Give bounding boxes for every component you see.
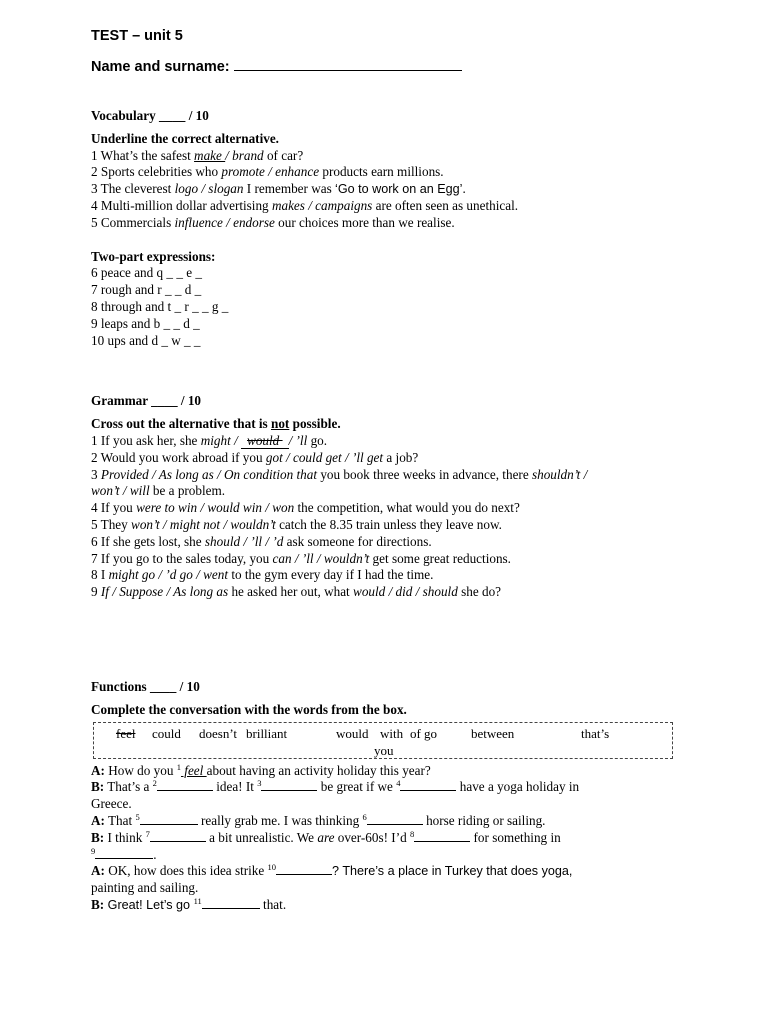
gap-6[interactable]: [367, 813, 423, 825]
name-field: [91, 56, 701, 77]
test-title: TEST – unit 5: [91, 28, 183, 44]
answer-make: make: [194, 147, 226, 163]
gap-8[interactable]: [414, 830, 470, 842]
dialogue-line-a3: A: OK, how does this idea strike $^{10}$ ? There’s a place in Turkey that does yoga,: [91, 862, 573, 879]
gap-7[interactable]: [150, 830, 206, 842]
gap-4[interactable]: [400, 779, 456, 791]
dialogue-line-b2-cont: $^9$ .: [91, 845, 157, 862]
dialogue-line-a1: A: How do you $^1$ feel about having an activity holiday this year?: [91, 761, 431, 778]
vocab-item-3: 3 The cleverest logo / slogan I remember was ‘Go to work on an Egg’.: [91, 181, 466, 197]
grammar-item-5: 5 They won’t / might not / wouldn’t catch the 8.35 train unless they leave now.: [91, 516, 502, 532]
dialogue-line-b3: B: Great! Let’s go $^{11}$ that.: [91, 895, 287, 912]
grammar-item-1: 1 If you ask her, she might / would / ’ll go.: [91, 432, 328, 448]
grammar-instruction: Cross out the alternative that is not possible.: [91, 416, 341, 432]
two-part-item: 9 leaps and b _ _ d _: [91, 315, 200, 331]
word-would: would: [336, 725, 369, 741]
vocabulary-heading: Vocabulary ____ / 10: [91, 108, 209, 123]
dialogue-line-a3-cont: painting and sailing.: [91, 880, 199, 896]
vocab-item-5: 5 Commercials influence / endorse our choices more than we realise.: [91, 214, 455, 230]
word-with: with: [380, 725, 404, 741]
two-part-item: 7 rough and r _ _ d _: [91, 282, 202, 298]
grammar-item-6: 6 If she gets lost, she should / ’ll / ’d ask someone for directions.: [91, 533, 432, 549]
word-box: [93, 722, 673, 759]
gap-5[interactable]: [140, 813, 198, 825]
functions-heading: Functions ____ / 10: [91, 678, 200, 694]
two-part-item: 8 through and t _ r _ _ g _: [91, 298, 229, 314]
name-blank[interactable]: [234, 56, 462, 71]
two-part-item: 10 ups and d _ w _ _: [91, 332, 201, 348]
dialogue-line-b1: B: That’s a $^2$ idea! It $^3$ be great if we $^4$ have a yoga holiday in: [91, 778, 580, 795]
two-part-heading: Two-part expressions:: [91, 248, 216, 264]
dialogue-line-b2: B: I think $^7$ a bit unrealistic. We are over-60s! I’d $^8$ for something in: [91, 828, 561, 845]
worksheet-page: [91, 22, 701, 914]
dialogue-line-b1-cont: Greece.: [91, 796, 132, 812]
struck-would: would: [241, 433, 289, 449]
grammar-item-2: 2 Would you work abroad if you got / could get / ’ll get a job?: [91, 449, 419, 465]
dialogue-line-a2: A: That $^5$ really grab me. I was thinking $^6$ horse riding or sailing.: [91, 811, 546, 828]
vocab-item-4: 4 Multi-million dollar advertising makes / campaigns are often seen as unethical.: [91, 197, 519, 213]
functions-instruction: Complete the conversation with the words from the box.: [91, 701, 407, 717]
word-you: you: [374, 742, 394, 758]
grammar-item-3: 3 Provided / As long as / On condition that you book three weeks in advance, there shouldn’t /: [91, 466, 588, 482]
gap-11[interactable]: [202, 897, 260, 909]
word-brilliant: brilliant: [246, 725, 288, 741]
word-between: between: [471, 725, 515, 741]
word-thats: that’s: [581, 725, 610, 741]
word-of: of: [410, 725, 421, 741]
gap-10[interactable]: [276, 863, 332, 875]
two-part-item: 6 peace and q _ _ e _: [91, 265, 202, 281]
grammar-item-4: 4 If you were to win / would win / won the competition, what would you do next?: [91, 500, 520, 516]
grammar-item-7: 7 If you go to the sales today, you can / ’ll / wouldn’t get some great reductions.: [91, 550, 511, 566]
word-go: go: [424, 725, 437, 741]
name-label: Name and surname:: [91, 59, 230, 75]
vocab-item-1: 1 What’s the safest make / brand of car?: [91, 147, 304, 163]
grammar-item-8: 8 I might go / ’d go / went to the gym every day if I had the time.: [91, 567, 434, 583]
word-feel: feel: [116, 725, 136, 741]
grammar-item-3-cont: won’t / will be a problem.: [91, 483, 226, 499]
grammar-heading: Grammar ____ / 10: [91, 393, 202, 409]
grammar-item-9: 9 If / Suppose / As long as he asked her out, what would / did / should she do?: [91, 584, 502, 600]
word-could: could: [152, 725, 181, 741]
vocabulary-instruction: Underline the correct alternative.: [91, 130, 279, 146]
gap-2[interactable]: [157, 779, 213, 791]
vocab-item-2: 2 Sports celebrities who promote / enhance products earn millions.: [91, 164, 444, 180]
answer-feel: feel: [180, 762, 207, 778]
gap-9[interactable]: [95, 847, 153, 859]
gap-3[interactable]: [261, 779, 317, 791]
word-doesnt: doesn’t: [199, 725, 238, 741]
